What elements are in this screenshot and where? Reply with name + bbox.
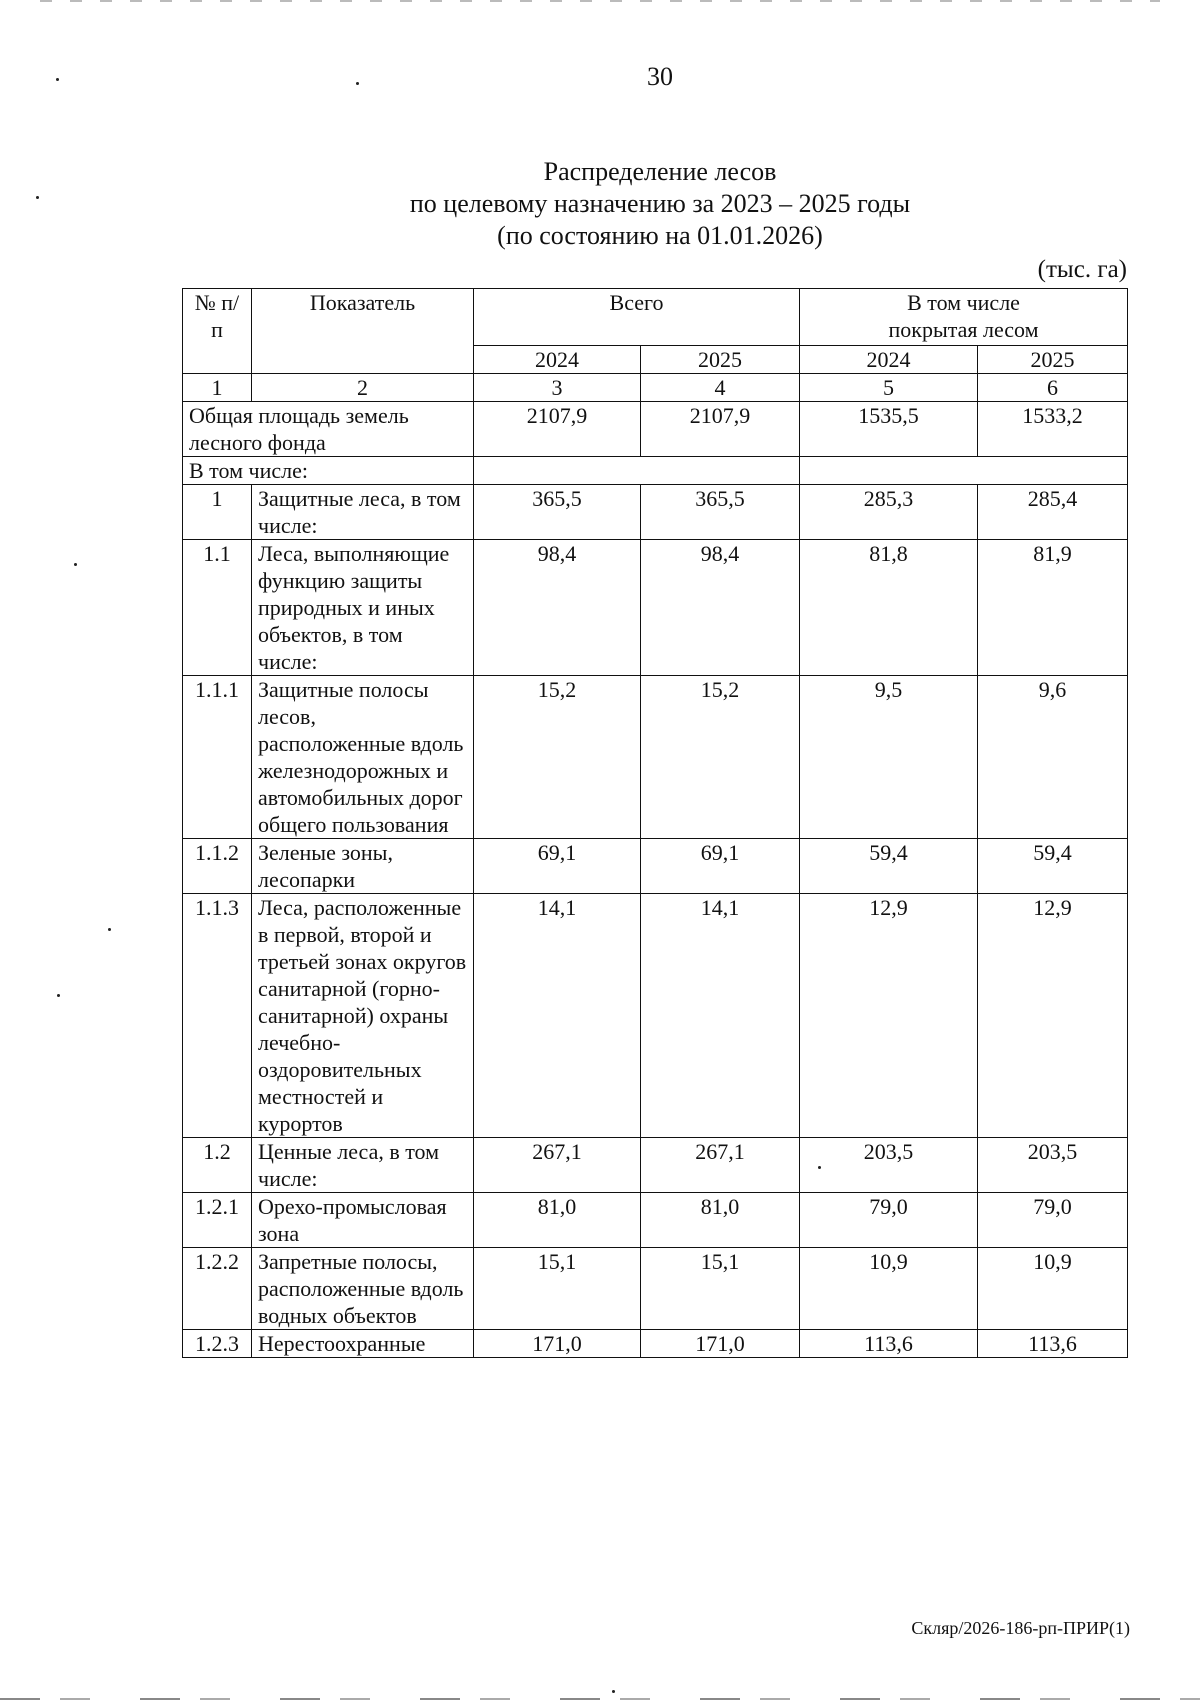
scan-speck (56, 78, 59, 81)
table-row (183, 676, 1128, 839)
row-value: 79,0 (800, 1193, 978, 1248)
header-year: 2024 (474, 346, 641, 374)
row-label: Защитные полосы лесов, расположенные вдоль железнодорожных и автомобильных дорог общего пользования (252, 676, 474, 839)
row-value: 15,2 (641, 676, 800, 839)
column-number: 3 (474, 374, 641, 402)
table-row (183, 839, 1128, 894)
row-value: 113,6 (800, 1330, 978, 1358)
row-value: 267,1 (474, 1138, 641, 1193)
total-row-label: Общая площадь земель лесного фонда (183, 402, 474, 457)
row-value: 14,1 (474, 894, 641, 1138)
row-value: 171,0 (474, 1330, 641, 1358)
column-number: 6 (978, 374, 1128, 402)
header-year: 2024 (800, 346, 978, 374)
empty-cell (800, 457, 1128, 485)
scan-speck (74, 563, 77, 566)
total-value: 2107,9 (474, 402, 641, 457)
row-value: 69,1 (474, 839, 641, 894)
scan-speck (612, 1690, 615, 1693)
scan-speck (36, 196, 39, 199)
scan-edge-bottom (0, 1698, 1200, 1700)
row-value: 79,0 (978, 1193, 1128, 1248)
header-covered-line2: покрытая лесом (888, 317, 1039, 342)
row-label: Орехо-промысловая зона (252, 1193, 474, 1248)
data-rows (183, 485, 1128, 1358)
table-row (183, 1330, 1128, 1358)
row-value: 81,0 (641, 1193, 800, 1248)
row-number: 1.2 (183, 1138, 252, 1193)
row-value: 10,9 (800, 1248, 978, 1330)
row-number: 1.2.2 (183, 1248, 252, 1330)
row-value: 81,8 (800, 540, 978, 676)
scan-speck (356, 82, 359, 85)
row-value: 9,5 (800, 676, 978, 839)
header-num: № п/п (183, 289, 252, 374)
total-value: 2107,9 (641, 402, 800, 457)
row-value: 285,3 (800, 485, 978, 540)
forest-distribution-table (182, 288, 1128, 1358)
table-row (183, 1138, 1128, 1193)
row-value: 98,4 (641, 540, 800, 676)
scan-speck (818, 1166, 821, 1169)
row-value: 15,2 (474, 676, 641, 839)
row-label: Защитные леса, в том числе: (252, 485, 474, 540)
table-row (183, 1248, 1128, 1330)
including-label: В том числе: (183, 457, 474, 485)
scan-speck (57, 994, 60, 997)
including-row (183, 457, 1128, 485)
scan-edge-top (40, 0, 1160, 2)
column-number: 2 (252, 374, 474, 402)
column-number: 4 (641, 374, 800, 402)
title-line-3: (по состоянию на 01.01.2026) (497, 221, 823, 250)
title-line-1: Распределение лесов (543, 157, 777, 186)
row-value: 98,4 (474, 540, 641, 676)
row-value: 81,0 (474, 1193, 641, 1248)
row-number: 1.1.2 (183, 839, 252, 894)
row-number: 1.2.3 (183, 1330, 252, 1358)
row-number: 1.1.1 (183, 676, 252, 839)
table-row (183, 540, 1128, 676)
row-label: Ценные леса, в том числе: (252, 1138, 474, 1193)
header-covered (800, 289, 1128, 346)
page-number: 30 (647, 62, 673, 91)
scan-speck (108, 928, 111, 931)
column-number: 1 (183, 374, 252, 402)
row-number: 1.1 (183, 540, 252, 676)
header-covered-line1: В том числе (907, 290, 1020, 315)
row-number: 1.2.1 (183, 1193, 252, 1248)
header-indicator: Показатель (252, 289, 474, 374)
row-value: 203,5 (978, 1138, 1128, 1193)
row-value: 113,6 (978, 1330, 1128, 1358)
empty-cell (474, 457, 800, 485)
column-number: 5 (800, 374, 978, 402)
row-label: Нерестоохранные (252, 1330, 474, 1358)
row-value: 171,0 (641, 1330, 800, 1358)
total-value: 1535,5 (800, 402, 978, 457)
row-number: 1.1.3 (183, 894, 252, 1138)
row-value: 203,5 (800, 1138, 978, 1193)
title-line-2: по целевому назначению за 2023 – 2025 годы (409, 189, 911, 218)
document-code: Скляр/2026-186-рп-ПРИР(1) (911, 1618, 1130, 1638)
row-value: 69,1 (641, 839, 800, 894)
row-value: 9,6 (978, 676, 1128, 839)
column-number-row (183, 374, 1128, 402)
row-value: 59,4 (978, 839, 1128, 894)
header-year: 2025 (978, 346, 1128, 374)
row-value: 365,5 (641, 485, 800, 540)
row-label: Запретные полосы, расположенные вдоль водных объектов (252, 1248, 474, 1330)
header-row-main (183, 289, 1128, 346)
row-number: 1 (183, 485, 252, 540)
row-value: 10,9 (978, 1248, 1128, 1330)
header-total: Всего (474, 289, 800, 346)
row-value: 15,1 (641, 1248, 800, 1330)
table-row (183, 1193, 1128, 1248)
table-row (183, 894, 1128, 1138)
row-value: 285,4 (978, 485, 1128, 540)
header-year: 2025 (641, 346, 800, 374)
row-label: Леса, расположенные в первой, второй и третьей зонах округов санитарной (горно-санитарной) охраны лечебно-оздоровительных местностей и курортов (252, 894, 474, 1138)
row-label: Зеленые зоны, лесопарки (252, 839, 474, 894)
row-value: 12,9 (800, 894, 978, 1138)
document-title (0, 156, 1200, 252)
units-label: (тыс. га) (1037, 256, 1127, 283)
row-value: 59,4 (800, 839, 978, 894)
row-value: 15,1 (474, 1248, 641, 1330)
row-value: 81,9 (978, 540, 1128, 676)
total-row (183, 402, 1128, 457)
row-value: 12,9 (978, 894, 1128, 1138)
row-value: 14,1 (641, 894, 800, 1138)
table-row (183, 485, 1128, 540)
total-value: 1533,2 (978, 402, 1128, 457)
row-label: Леса, выполняющие функцию защиты природных и иных объектов, в том числе: (252, 540, 474, 676)
row-value: 267,1 (641, 1138, 800, 1193)
row-value: 365,5 (474, 485, 641, 540)
